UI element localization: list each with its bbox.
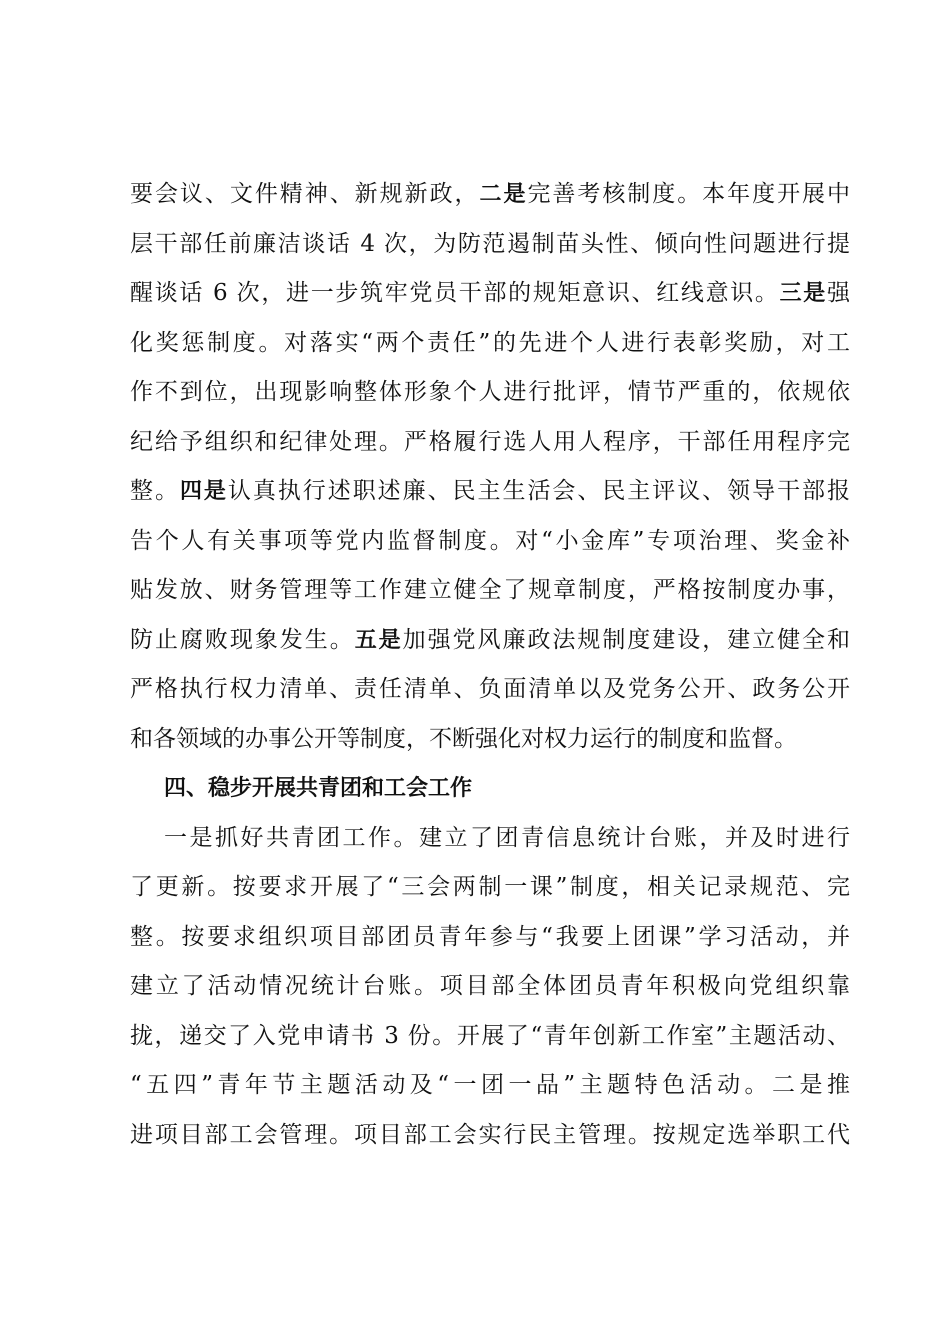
text-run: 要会议、文件精神、新规新政， — [130, 181, 480, 207]
paragraph-line: 纪给予组织和纪律处理。严格履行选人用人程序，干部任用程序完 — [130, 428, 850, 455]
text-run: 认真执行述职述廉、民主生活会、民主评议、领导干部报 — [227, 478, 851, 504]
body-text — [130, 170, 850, 1160]
text-run: 整。 — [130, 478, 180, 504]
paragraph-line: 和各领域的办事公开等制度，不断强化对权力运行的制度和监督。 — [130, 725, 797, 752]
text-run: 强 — [827, 280, 850, 306]
bold-marker: 二是 — [479, 182, 528, 207]
text-run: 加强党风廉政法规制度建设，建立健全和 — [402, 626, 851, 653]
paragraph-line — [130, 467, 850, 517]
text-run: 醒谈话 6 次，进一步筑牢党员干部的规矩意识、红线意识。 — [130, 280, 780, 306]
paragraph-line: 整。按要求组织项目部团员青年参与“我要上团课”学习活动，并 — [130, 923, 850, 950]
paragraph-line: 严格执行权力清单、责任清单、负面清单以及党务公开、政务公开 — [130, 676, 850, 702]
bold-marker: 四是 — [179, 479, 228, 504]
paragraph-line: “五四”青年节主题活动及“一团一品”主题特色活动。二是推 — [130, 1072, 850, 1098]
paragraph-line: 层干部任前廉洁谈话 4 次，为防范遏制苗头性、倾向性问题进行提 — [130, 230, 850, 257]
paragraph-line — [130, 170, 850, 220]
paragraph-line: 进项目部工会管理。项目部工会实行民主管理。按规定选举职工代 — [130, 1121, 850, 1148]
paragraph-line: 化奖惩制度。对落实“两个责任”的先进个人进行表彰奖励，对工 — [130, 329, 850, 356]
paragraph-line: 建立了活动情况统计台账。项目部全体团员青年积极向党组织靠 — [130, 973, 850, 999]
section-heading: 四、稳步开展共青团和工会工作 — [164, 776, 473, 801]
paragraph-line — [130, 616, 850, 666]
paragraph-line: 贴发放、财务管理等工作建立健全了规章制度，严格按制度办事， — [130, 577, 850, 603]
paragraph-line — [130, 269, 850, 319]
paragraph-line: 告个人有关事项等党内监督制度。对“小金库”专项治理、奖金补 — [130, 527, 850, 554]
bold-marker: 五是 — [354, 627, 403, 653]
paragraph-line: 拢，递交了入党申请书 3 份。开展了“青年创新工作室”主题活动、 — [130, 1022, 850, 1049]
paragraph-line: 作不到位，出现影响整体形象个人进行批评，情节严重的，依规依 — [130, 379, 850, 405]
paragraph-line: 一是抓好共青团工作。建立了团青信息统计台账，并及时进行 — [164, 824, 850, 851]
paragraph-line: 了更新。按要求开展了“三会两制一课”制度，相关记录规范、完 — [130, 874, 850, 900]
text-run: 防止腐败现象发生。 — [130, 626, 355, 653]
bold-marker: 三是 — [779, 281, 827, 306]
text-run: 完善考核制度。本年度开展中 — [527, 181, 851, 207]
